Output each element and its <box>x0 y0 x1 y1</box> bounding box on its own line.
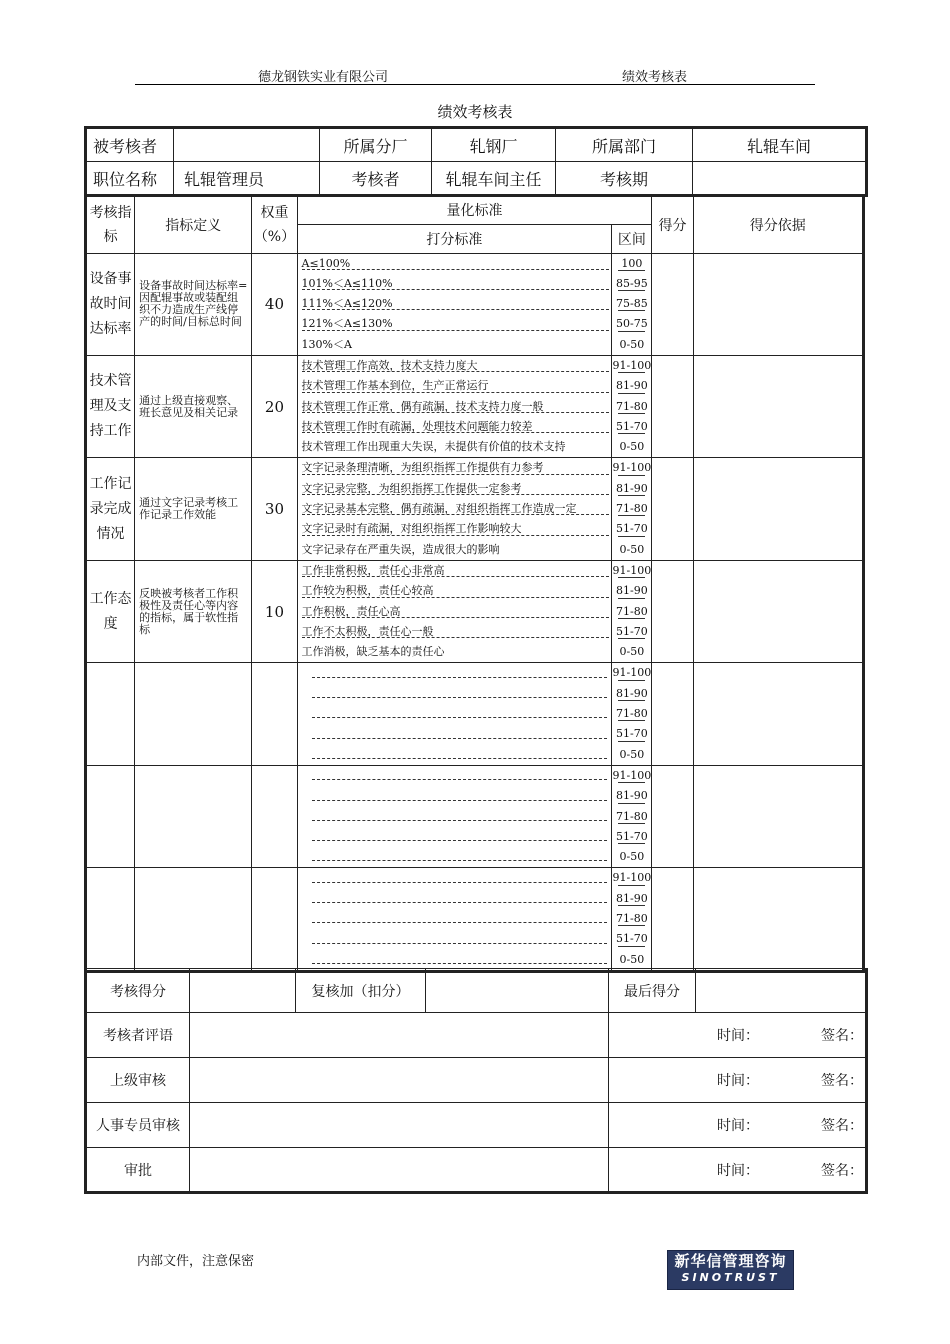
approval-row <box>86 1103 867 1148</box>
indicator-weight <box>252 868 297 971</box>
scoring-standard <box>298 889 612 909</box>
score-range: 71-80 <box>612 499 651 519</box>
score-range: 81-90 <box>612 889 651 909</box>
header-rule <box>135 84 815 85</box>
scoring-standard <box>298 786 612 806</box>
indicator-row <box>86 253 864 355</box>
approval-row <box>86 1058 867 1103</box>
time-label: 时间： <box>717 1028 759 1044</box>
indicator-definition <box>135 765 252 867</box>
approval-row <box>86 1148 867 1193</box>
scoring-standard <box>298 929 612 949</box>
position-value: 轧辊管理员 <box>174 162 320 196</box>
scoring-standard: A≤100% <box>298 254 612 274</box>
indicator-name: 技术管理及支持工作 <box>86 355 135 457</box>
time-label: 时间： <box>717 1118 759 1134</box>
score-range: 81-90 <box>612 581 651 601</box>
approval-sign-area[interactable] <box>609 1148 867 1193</box>
score-range: 91-100 <box>612 868 651 888</box>
score-range: 91-100 <box>612 356 651 376</box>
score-range: 51-70 <box>612 724 651 744</box>
approval-sign-area[interactable] <box>609 1013 867 1058</box>
scoring-standard <box>298 950 612 970</box>
indicator-row <box>86 458 864 560</box>
score-label: 考核得分 <box>86 969 190 1013</box>
scoring-standard <box>298 704 612 724</box>
scoring-standard: 文字记录完整，为组织指挥工作提供一定参考 <box>298 479 612 499</box>
score-field[interactable] <box>652 355 693 457</box>
scoring-standard: 101%＜A≤110% <box>298 274 612 294</box>
indicator-definition: 通过文字记录考核工作记录工作效能 <box>135 458 252 560</box>
score-range: 0-50 <box>619 337 645 351</box>
score-range: 51-70 <box>612 417 651 437</box>
indicator-row <box>86 868 864 971</box>
info-table <box>84 126 868 197</box>
indicator-row <box>86 765 864 867</box>
score-range: 0-50 <box>619 440 645 454</box>
score-field[interactable] <box>652 765 693 867</box>
indicator-weight: 30 <box>252 458 297 560</box>
scoring-standard <box>298 745 612 765</box>
scoring-standard <box>298 724 612 744</box>
indicator-name <box>86 765 135 867</box>
score-ranges <box>612 560 652 662</box>
approval-row <box>86 1013 867 1058</box>
score-ranges <box>612 765 652 867</box>
indicator-weight: 40 <box>252 253 297 355</box>
score-field[interactable] <box>652 663 693 765</box>
indicator-name: 设备事故时间达标率 <box>86 253 135 355</box>
indicator-row <box>86 560 864 662</box>
score-range: 91-100 <box>612 766 651 786</box>
scoring-standard: 技术管理工作出现重大失误，未提供有价值的技术支持 <box>301 440 566 454</box>
approval-label: 审批 <box>86 1148 190 1193</box>
indicator-name: 工作态度 <box>86 560 135 662</box>
sign-label: 签名： <box>821 1028 863 1044</box>
indicator-name: 工作记录完成情况 <box>86 458 135 560</box>
sign-label: 签名： <box>821 1118 863 1134</box>
scoring-standard <box>298 847 612 867</box>
indicator-definition <box>135 868 252 971</box>
scoring-standards <box>297 253 612 355</box>
score-range: 0-50 <box>619 850 645 864</box>
score-range: 71-80 <box>612 807 651 827</box>
scoring-standards <box>297 663 612 765</box>
indicator-row <box>86 355 864 457</box>
score-range: 81-90 <box>612 684 651 704</box>
score-range: 51-70 <box>612 827 651 847</box>
approval-comment-field[interactable] <box>190 1103 609 1148</box>
indicator-definition: 设备事故时间达标率=因配辊事故或装配组织不力造成生产线停产的时间/目标总时间 <box>135 253 252 355</box>
score-range: 0-50 <box>619 542 645 556</box>
score-range: 71-80 <box>612 397 651 417</box>
scoring-standards <box>297 355 612 457</box>
score-range: 50-75 <box>612 314 651 334</box>
score-field[interactable] <box>190 969 296 1013</box>
approval-label: 上级审核 <box>86 1058 190 1103</box>
scoring-standard: 文字记录基本完整，偶有疏漏，对组织指挥工作造成一定 <box>298 499 612 519</box>
approval-comment-field[interactable] <box>190 1058 609 1103</box>
scoring-standard: 工作积极，责任心高 <box>298 602 612 622</box>
score-range: 81-90 <box>612 786 651 806</box>
col-weight: 权重（%） <box>252 196 297 253</box>
score-range: 0-50 <box>619 747 645 761</box>
score-range: 0-50 <box>619 645 645 659</box>
scoring-standard <box>298 807 612 827</box>
approval-comment-field[interactable] <box>190 1148 609 1193</box>
indicator-definition: 通过上级直接观察、班长意见及相关记录 <box>135 355 252 457</box>
dept-value: 轧辊车间 <box>693 128 867 162</box>
approval-label: 考核者评语 <box>86 1013 190 1058</box>
position-label: 职位名称 <box>86 162 174 196</box>
examinee-label: 被考核者 <box>86 128 174 162</box>
score-ranges <box>612 355 652 457</box>
time-label: 时间： <box>717 1162 759 1179</box>
approval-label: 人事专员审核 <box>86 1103 190 1148</box>
col-indicator: 考核指标 <box>86 196 135 253</box>
examinee-field[interactable] <box>174 128 320 162</box>
indicator-row <box>86 663 864 765</box>
score-ranges <box>612 868 652 971</box>
score-field[interactable] <box>652 458 693 560</box>
examiner-label: 考核者 <box>320 162 432 196</box>
sign-label: 签名： <box>821 1073 863 1089</box>
header-company: 德龙钢铁实业有限公司 <box>258 70 389 85</box>
approval-sign-area[interactable] <box>609 1058 867 1103</box>
examiner-value: 轧辊车间主任 <box>432 162 556 196</box>
score-range: 71-80 <box>612 704 651 724</box>
indicator-name <box>86 868 135 971</box>
scoring-standard: 文字记录时有疏漏，对组织指挥工作影响较大 <box>298 519 612 539</box>
logo-en: SINOTRUST <box>681 1271 780 1284</box>
score-range: 0-50 <box>619 952 645 966</box>
page-title: 绩效考核表 <box>437 103 513 121</box>
basis-field[interactable] <box>693 868 863 971</box>
scoring-standard <box>298 684 612 704</box>
review-label: 复核加（扣分） <box>296 969 426 1013</box>
score-range: 71-80 <box>612 909 651 929</box>
review-field[interactable] <box>426 969 609 1013</box>
final-label: 最后得分 <box>609 969 696 1013</box>
basis-field[interactable] <box>693 355 863 457</box>
basis-field[interactable] <box>693 560 863 662</box>
score-range: 100 <box>612 254 651 274</box>
score-ranges <box>612 458 652 560</box>
score-range: 51-70 <box>612 519 651 539</box>
score-range: 81-90 <box>612 376 651 396</box>
time-label: 时间： <box>717 1073 759 1089</box>
final-field[interactable] <box>696 969 867 1013</box>
basis-field[interactable] <box>693 663 863 765</box>
scoring-standard: 工作消极，缺乏基本的责任心 <box>301 645 445 659</box>
score-range: 85-95 <box>612 274 651 294</box>
scoring-standard <box>298 868 612 888</box>
indicator-weight: 10 <box>252 560 297 662</box>
scoring-standard <box>298 909 612 929</box>
scoring-standard <box>298 827 612 847</box>
indicator-table <box>84 195 865 973</box>
scoring-standard <box>298 663 612 683</box>
period-field[interactable] <box>693 162 867 196</box>
scoring-standards <box>297 868 612 971</box>
scoring-standards <box>297 458 612 560</box>
score-field[interactable] <box>652 868 693 971</box>
col-basis: 得分依据 <box>693 196 863 253</box>
scoring-standard: 文字记录存在严重失误，造成很大的影响 <box>301 542 500 556</box>
col-range: 区间 <box>612 224 652 253</box>
sign-label: 签名： <box>821 1162 863 1179</box>
scoring-standard: 工作较为积极，责任心较高 <box>298 581 612 601</box>
score-range: 81-90 <box>612 479 651 499</box>
scoring-standards <box>297 765 612 867</box>
summary-table <box>84 968 868 1194</box>
header-doc-name: 绩效考核表 <box>622 70 688 85</box>
scoring-standard <box>298 766 612 786</box>
score-field[interactable] <box>652 560 693 662</box>
approval-sign-area[interactable] <box>609 1103 867 1148</box>
scoring-standard: 文字记录条理清晰，为组织指挥工作提供有力参考 <box>298 458 612 478</box>
score-range: 91-100 <box>612 663 651 683</box>
scoring-standard: 111%＜A≤120% <box>298 294 612 314</box>
scoring-standard: 技术管理工作高效，技术支持力度大 <box>298 356 612 376</box>
indicator-weight <box>252 765 297 867</box>
score-ranges <box>612 253 652 355</box>
score-range: 71-80 <box>612 602 651 622</box>
indicator-definition: 反映被考核者工作积极性及责任心等内容的指标，属于软性指标 <box>135 560 252 662</box>
col-quant: 量化标准 <box>297 196 652 224</box>
basis-field[interactable] <box>693 765 863 867</box>
branch-label: 所属分厂 <box>320 128 432 162</box>
basis-field[interactable] <box>693 458 863 560</box>
approval-comment-field[interactable] <box>190 1013 609 1058</box>
scoring-standard: 技术管理工作基本到位，生产正常运行 <box>298 376 612 396</box>
dept-label: 所属部门 <box>556 128 693 162</box>
indicator-weight: 20 <box>252 355 297 457</box>
score-range: 51-70 <box>612 929 651 949</box>
scoring-standard: 工作不太积极，责任心一般 <box>298 622 612 642</box>
footer-note: 内部文件，注意保密 <box>137 1254 255 1269</box>
score-range: 75-85 <box>612 294 651 314</box>
scoring-standard: 130%＜A <box>301 337 352 351</box>
score-ranges <box>612 663 652 765</box>
scoring-standard: 121%＜A≤130% <box>298 314 612 334</box>
scoring-standard: 技术管理工作时有疏漏，处理技术问题能力较差 <box>298 417 612 437</box>
period-label: 考核期 <box>556 162 693 196</box>
scoring-standard: 技术管理工作正常，偶有疏漏，技术支持力度一般 <box>298 397 612 417</box>
col-scoring: 打分标准 <box>297 224 612 253</box>
indicator-name <box>86 663 135 765</box>
score-range: 51-70 <box>612 622 651 642</box>
scoring-standard: 工作非常积极，责任心非常高 <box>298 561 612 581</box>
branch-value: 轧钢厂 <box>432 128 556 162</box>
col-score: 得分 <box>652 196 693 253</box>
col-definition: 指标定义 <box>135 196 252 253</box>
score-range: 91-100 <box>612 458 651 478</box>
indicator-definition <box>135 663 252 765</box>
logo-cn: 新华信管理咨询 <box>674 1252 787 1270</box>
basis-field[interactable] <box>693 253 863 355</box>
score-range: 91-100 <box>612 561 651 581</box>
sinotrust-logo <box>667 1250 794 1290</box>
score-field[interactable] <box>652 253 693 355</box>
scoring-standards <box>297 560 612 662</box>
indicator-weight <box>252 663 297 765</box>
